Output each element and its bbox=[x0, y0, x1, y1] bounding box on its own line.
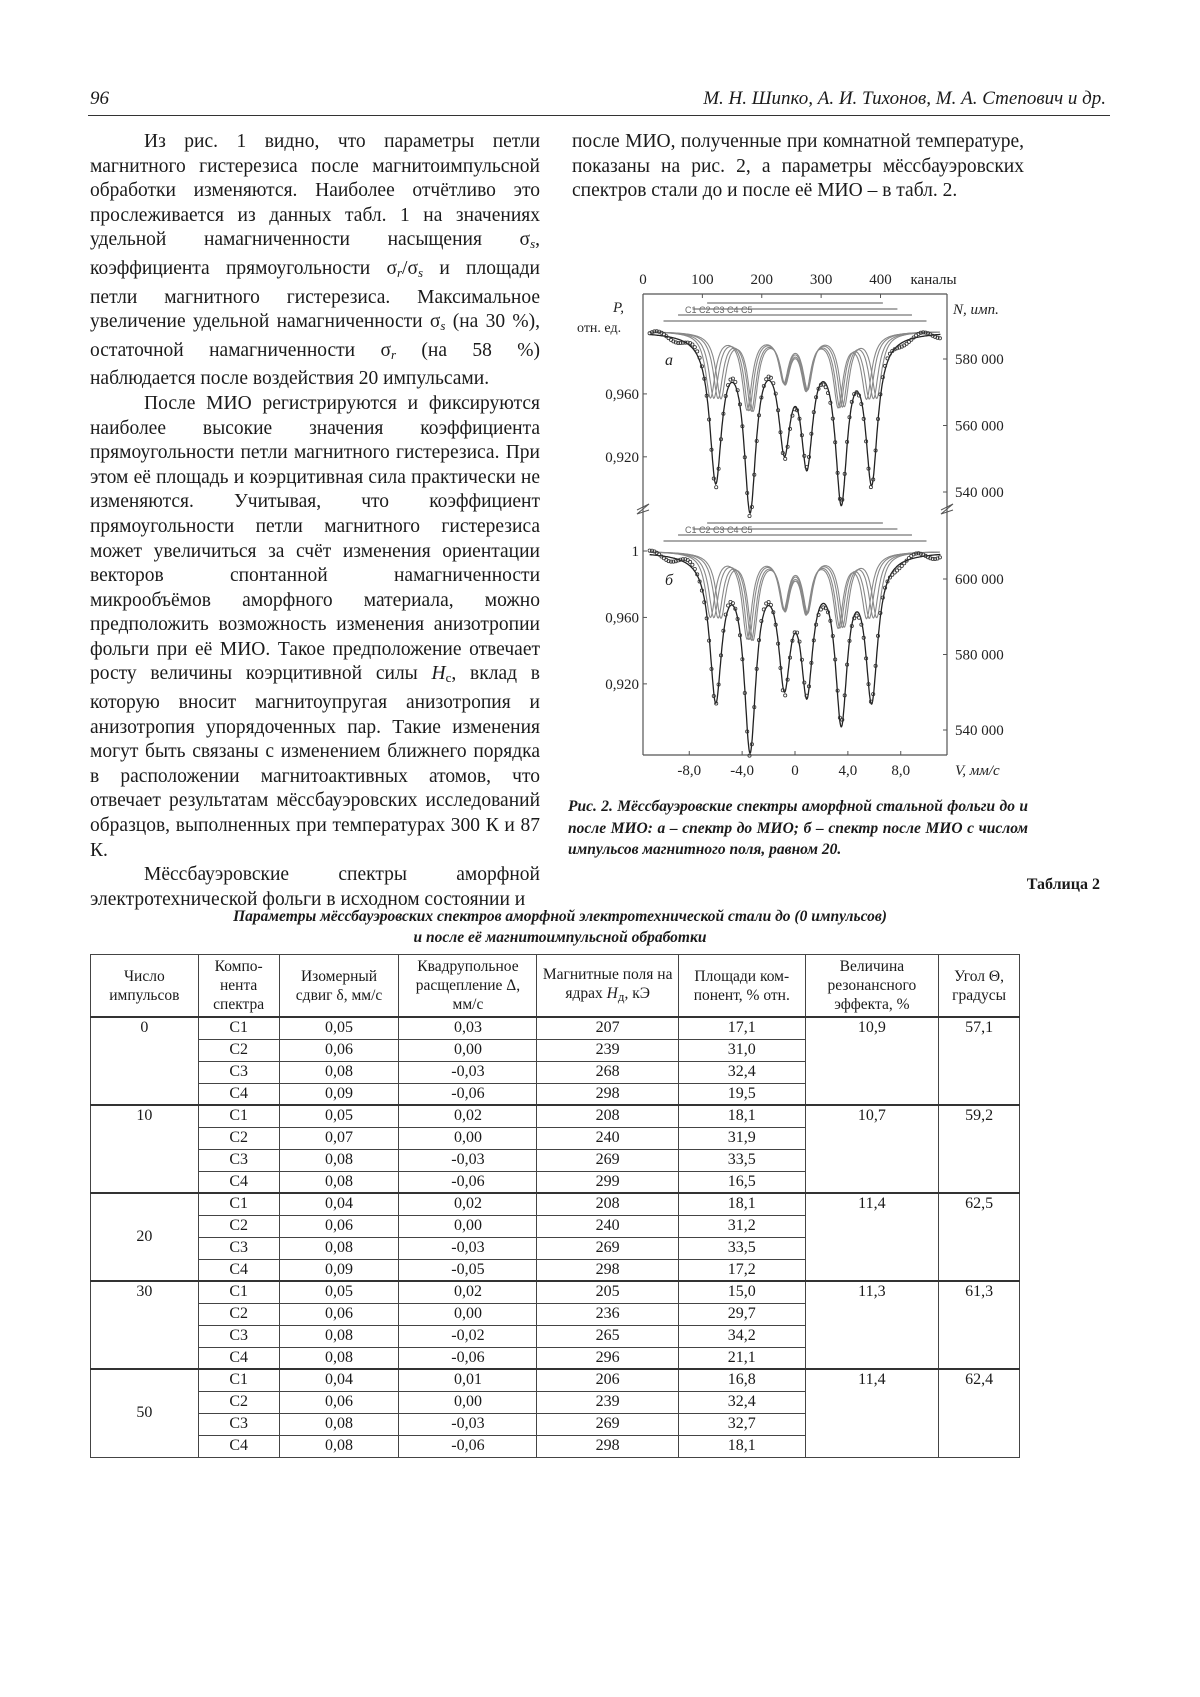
component-labels: C1 C2 C3 C4 C5 bbox=[685, 305, 753, 315]
paragraph-mossbauer-intro: Мёссбауэровские спектры аморфной электротехнической фольги в исходном состоянии и bbox=[90, 864, 540, 910]
cell-area: 32,4 bbox=[678, 1061, 805, 1083]
cell-magnetic-field: 207 bbox=[537, 1017, 679, 1039]
cell-quadrupole: -0,03 bbox=[399, 1149, 537, 1171]
cell-isomer-shift: 0,09 bbox=[279, 1259, 399, 1281]
right-column bbox=[572, 130, 1024, 204]
left-tick-label: 0,960 bbox=[605, 610, 639, 627]
cell-isomer-shift: 0,08 bbox=[279, 1237, 399, 1259]
cell-magnetic-field: 239 bbox=[537, 1391, 679, 1413]
cell-component: C2 bbox=[198, 1391, 279, 1413]
subspectrum-curve bbox=[650, 552, 940, 639]
cell-pulses: 0 bbox=[91, 1017, 199, 1105]
header-area: Площади ком-понент, % отн. bbox=[678, 955, 805, 1018]
cell-isomer-shift: 0,08 bbox=[279, 1061, 399, 1083]
cell-quadrupole: -0,06 bbox=[399, 1083, 537, 1105]
cell-area: 18,1 bbox=[678, 1193, 805, 1215]
cell-quadrupole: -0,03 bbox=[399, 1061, 537, 1083]
table-label: Таблица 2 bbox=[1026, 876, 1100, 893]
cell-component: C2 bbox=[198, 1303, 279, 1325]
top-tick-label: 200 bbox=[750, 272, 773, 288]
cell-component: C4 bbox=[198, 1171, 279, 1193]
cell-pulses: 50 bbox=[91, 1369, 199, 1457]
bottom-axis-title: V, мм/с bbox=[955, 763, 1000, 779]
cell-pulses: 20 bbox=[91, 1193, 199, 1281]
cell-isomer-shift: 0,08 bbox=[279, 1413, 399, 1435]
cell-isomer-shift: 0,06 bbox=[279, 1039, 399, 1061]
cell-isomer-shift: 0,04 bbox=[279, 1369, 399, 1391]
right-axis-title: N, имп. bbox=[953, 302, 999, 318]
top-tick-label: 100 bbox=[691, 272, 714, 288]
cell-component: C1 bbox=[198, 1017, 279, 1039]
cell-area: 17,2 bbox=[678, 1259, 805, 1281]
cell-area: 31,9 bbox=[678, 1127, 805, 1149]
cell-component: C2 bbox=[198, 1127, 279, 1149]
cell-component: C1 bbox=[198, 1369, 279, 1391]
cell-area: 18,1 bbox=[678, 1105, 805, 1127]
figure-mossbauer-spectra bbox=[575, 262, 1030, 782]
cell-quadrupole: -0,06 bbox=[399, 1347, 537, 1369]
cell-quadrupole: -0,03 bbox=[399, 1237, 537, 1259]
cell-magnetic-field: 206 bbox=[537, 1369, 679, 1391]
cell-quadrupole: 0,00 bbox=[399, 1303, 537, 1325]
right-tick-label: 600 000 bbox=[955, 572, 1004, 588]
table-row bbox=[91, 1369, 1020, 1391]
data-point bbox=[727, 604, 730, 607]
cell-isomer-shift: 0,05 bbox=[279, 1105, 399, 1127]
cell-resonance-effect: 11,4 bbox=[805, 1193, 939, 1281]
cell-quadrupole: -0,05 bbox=[399, 1259, 537, 1281]
bottom-tick-label: 0 bbox=[791, 763, 799, 779]
cell-component: C1 bbox=[198, 1105, 279, 1127]
data-point bbox=[689, 560, 692, 563]
table-row bbox=[91, 1017, 1020, 1039]
cell-magnetic-field: 298 bbox=[537, 1435, 679, 1457]
cell-magnetic-field: 269 bbox=[537, 1149, 679, 1171]
cell-isomer-shift: 0,08 bbox=[279, 1435, 399, 1457]
data-point bbox=[784, 694, 787, 697]
cell-isomer-shift: 0,06 bbox=[279, 1303, 399, 1325]
cell-component: C1 bbox=[198, 1281, 279, 1303]
cell-magnetic-field: 268 bbox=[537, 1061, 679, 1083]
cell-component: C1 bbox=[198, 1193, 279, 1215]
cell-isomer-shift: 0,05 bbox=[279, 1017, 399, 1039]
cell-component: C4 bbox=[198, 1083, 279, 1105]
cell-resonance-effect: 10,7 bbox=[805, 1105, 939, 1193]
table-body bbox=[91, 1017, 1020, 1457]
cell-pulses: 10 bbox=[91, 1105, 199, 1193]
subspectrum-curve bbox=[650, 552, 940, 640]
bottom-tick-label: -4,0 bbox=[730, 763, 755, 779]
data-point bbox=[748, 514, 751, 517]
fit-envelope-curve bbox=[650, 555, 941, 754]
bottom-tick-label: 8,0 bbox=[891, 763, 911, 779]
cell-component: C4 bbox=[198, 1435, 279, 1457]
cell-component: C4 bbox=[198, 1259, 279, 1281]
header-magnetic-field: Магнитные поля на ядрах $H_д$, кЭ bbox=[537, 955, 679, 1018]
cell-isomer-shift: 0,08 bbox=[279, 1325, 399, 1347]
cell-quadrupole: 0,00 bbox=[399, 1127, 537, 1149]
panel-label: б bbox=[665, 572, 674, 589]
cell-quadrupole: 0,00 bbox=[399, 1039, 537, 1061]
cell-component: C3 bbox=[198, 1325, 279, 1347]
panel-label: а bbox=[665, 352, 673, 369]
cell-quadrupole: -0,06 bbox=[399, 1435, 537, 1457]
cell-area: 34,2 bbox=[678, 1325, 805, 1347]
data-point bbox=[693, 346, 696, 349]
cell-magnetic-field: 269 bbox=[537, 1413, 679, 1435]
right-tick-label: 540 000 bbox=[955, 485, 1004, 501]
table-row bbox=[91, 1193, 1020, 1215]
mossbauer-chart bbox=[575, 262, 1030, 782]
cell-quadrupole: 0,01 bbox=[399, 1369, 537, 1391]
page-number: 96 bbox=[90, 88, 109, 109]
cell-area: 33,5 bbox=[678, 1149, 805, 1171]
cell-component: C3 bbox=[198, 1237, 279, 1259]
top-tick-label: 400 bbox=[869, 272, 892, 288]
cell-area: 16,8 bbox=[678, 1369, 805, 1391]
component-labels: C1 C2 C3 C4 C5 bbox=[685, 525, 753, 535]
cell-magnetic-field: 208 bbox=[537, 1193, 679, 1215]
cell-area: 18,1 bbox=[678, 1435, 805, 1457]
data-point bbox=[691, 563, 694, 566]
cell-isomer-shift: 0,05 bbox=[279, 1281, 399, 1303]
cell-resonance-effect: 11,3 bbox=[805, 1281, 939, 1369]
cell-magnetic-field: 265 bbox=[537, 1325, 679, 1347]
right-tick-label: 580 000 bbox=[955, 352, 1004, 368]
subspectrum-curve bbox=[650, 552, 940, 640]
bottom-tick-label: -8,0 bbox=[677, 763, 702, 779]
mossbauer-parameters-table bbox=[90, 954, 1020, 1458]
cell-isomer-shift: 0,08 bbox=[279, 1171, 399, 1193]
cell-area: 31,2 bbox=[678, 1215, 805, 1237]
cell-quadrupole: -0,03 bbox=[399, 1413, 537, 1435]
cell-magnetic-field: 298 bbox=[537, 1259, 679, 1281]
cell-magnetic-field: 240 bbox=[537, 1127, 679, 1149]
table-title: Параметры мёссбауэровских спектров аморфной электротехнической стали до (0 импульсов) и после её магнитоимпульсной обработки bbox=[233, 908, 887, 946]
cell-quadrupole: -0,02 bbox=[399, 1325, 537, 1347]
cell-resonance-effect: 10,9 bbox=[805, 1017, 939, 1105]
figure-caption: Рис. 2. Мёссбауэровские спектры аморфной стальной фольги до и после МИО: а – спектр до МИО; б – спектр после МИО с числом импульсов магнитного поля, равном 20. bbox=[568, 798, 1028, 858]
left-tick-label: 0,920 bbox=[605, 449, 639, 466]
cell-angle: 57,1 bbox=[939, 1017, 1020, 1105]
cell-component: C3 bbox=[198, 1149, 279, 1171]
cell-isomer-shift: 0,06 bbox=[279, 1215, 399, 1237]
cell-quadrupole: 0,00 bbox=[399, 1215, 537, 1237]
cell-quadrupole: 0,02 bbox=[399, 1105, 537, 1127]
cell-area: 31,0 bbox=[678, 1039, 805, 1061]
cell-angle: 59,2 bbox=[939, 1105, 1020, 1193]
cell-isomer-shift: 0,08 bbox=[279, 1149, 399, 1171]
top-tick-label: 300 bbox=[809, 272, 833, 288]
header-quadrupole: Квадрупольное расщепление Δ, мм/с bbox=[399, 955, 537, 1018]
cell-isomer-shift: 0,06 bbox=[279, 1391, 399, 1413]
data-point bbox=[784, 457, 787, 460]
data-point bbox=[734, 380, 737, 383]
cell-pulses: 30 bbox=[91, 1281, 199, 1369]
paragraph-hysteresis: Из рис. 1 видно, что параметры петли магнитного гистерезиса после магнитоимпульсной обработки изменяются. Наиболее отчётливо это прослеживается из данных табл. 1 на значениях удельной намагниченности насыщения $\sigma_s$, коэффициента прямоугольности $\sigma_r/\sigma_s$ и площади петли магнитного гистерезиса. Максимальное увеличение удельной намагниченности $\sigma_s$ (на 30 %), остаточной намагниченности $\sigma_r$ (на 58 %) наблюдается после воздействия 20 импульсами. bbox=[90, 131, 540, 390]
subspectrum-curve bbox=[650, 332, 940, 410]
paragraph-figure-ref: после МИО, полученные при комнатной температуре, показаны на рис. 2, а параметры мёссбауэровских спектров стали до и после её МИО – в табл. 2. bbox=[572, 131, 1024, 202]
left-tick-label: 0,960 bbox=[605, 386, 639, 403]
right-tick-label: 540 000 bbox=[955, 723, 1004, 739]
right-tick-label: 580 000 bbox=[955, 647, 1004, 664]
right-tick-label: 560 000 bbox=[955, 418, 1004, 435]
data-point bbox=[715, 486, 718, 489]
cell-component: C4 bbox=[198, 1347, 279, 1369]
paragraph-anisotropy: После МИО регистрируются и фиксируются наиболее высокие значения коэффициента прямоугольности петли магнитного гистерезиса. При этом её площадь и коэрцитивная сила практически не изменяются. Учитывая, что коэффициент прямоугольности петли магнитного гистерезиса может увеличиться за счёт изменения ориентации векторов спонтанной намагниченности микрообъёмов аморфного материала, можно предположить возможность изменения анизотропии фольги при её МИО. Такое предположение отвечает росту величины коэрцитивной силы $H_c$, вклад в которую вносит магнитоупругая анизотропия и анизотропия упорядоченных пар. Такие изменения могут быть связаны с изменением ближнего порядка в расположении магнитоактивных атомов, что отвечает результатам мёссбауэровских исследований образцов, выполненных при температурах 300 К и 87 К. bbox=[90, 392, 540, 861]
cell-area: 32,4 bbox=[678, 1391, 805, 1413]
bottom-tick-label: 4,0 bbox=[838, 763, 858, 779]
cell-quadrupole: 0,03 bbox=[399, 1017, 537, 1039]
header-angle: Угол Θ, градусы bbox=[939, 955, 1020, 1018]
cell-isomer-shift: 0,07 bbox=[279, 1127, 399, 1149]
cell-component: C3 bbox=[198, 1061, 279, 1083]
left-tick-label: 0,920 bbox=[605, 676, 639, 693]
cell-magnetic-field: 298 bbox=[537, 1083, 679, 1105]
running-head-authors: М. Н. Шипко, А. И. Тихонов, М. А. Степович и др. bbox=[703, 88, 1106, 109]
left-axis-unit: отн. ед. bbox=[577, 321, 622, 336]
left-tick-label: 1 bbox=[631, 544, 639, 560]
cell-angle: 62,4 bbox=[939, 1369, 1020, 1457]
cell-area: 16,5 bbox=[678, 1171, 805, 1193]
left-column bbox=[90, 130, 540, 912]
cell-isomer-shift: 0,04 bbox=[279, 1193, 399, 1215]
table-row bbox=[91, 1281, 1020, 1303]
cell-magnetic-field: 239 bbox=[537, 1039, 679, 1061]
cell-magnetic-field: 269 bbox=[537, 1237, 679, 1259]
header-pulses: Число импульсов bbox=[91, 955, 199, 1018]
data-point bbox=[765, 378, 768, 381]
subspectrum-curve bbox=[650, 552, 940, 639]
fit-envelope-curve bbox=[650, 334, 941, 513]
cell-magnetic-field: 205 bbox=[537, 1281, 679, 1303]
top-tick-label: 0 bbox=[639, 272, 647, 288]
cell-area: 32,7 bbox=[678, 1413, 805, 1435]
header-component: Компо-нента спектра bbox=[198, 955, 279, 1018]
cell-area: 15,0 bbox=[678, 1281, 805, 1303]
cell-area: 21,1 bbox=[678, 1347, 805, 1369]
cell-area: 17,1 bbox=[678, 1017, 805, 1039]
table-header-row bbox=[91, 955, 1020, 1018]
cell-area: 29,7 bbox=[678, 1303, 805, 1325]
cell-quadrupole: 0,02 bbox=[399, 1281, 537, 1303]
header-resonance-effect: Величина резонансного эффекта, % bbox=[805, 955, 939, 1018]
cell-component: C3 bbox=[198, 1413, 279, 1435]
cell-magnetic-field: 240 bbox=[537, 1215, 679, 1237]
header-isomer-shift: Изомерный сдвиг δ, мм/с bbox=[279, 955, 399, 1018]
cell-quadrupole: 0,02 bbox=[399, 1193, 537, 1215]
cell-magnetic-field: 296 bbox=[537, 1347, 679, 1369]
cell-component: C2 bbox=[198, 1215, 279, 1237]
top-axis-title: каналы bbox=[910, 272, 957, 288]
cell-quadrupole: -0,06 bbox=[399, 1171, 537, 1193]
cell-angle: 62,5 bbox=[939, 1193, 1020, 1281]
cell-magnetic-field: 299 bbox=[537, 1171, 679, 1193]
subspectrum-curve bbox=[650, 332, 940, 411]
cell-isomer-shift: 0,08 bbox=[279, 1347, 399, 1369]
cell-magnetic-field: 208 bbox=[537, 1105, 679, 1127]
table-row bbox=[91, 1105, 1020, 1127]
cell-isomer-shift: 0,09 bbox=[279, 1083, 399, 1105]
cell-area: 33,5 bbox=[678, 1237, 805, 1259]
subspectrum-curve bbox=[650, 332, 940, 411]
cell-area: 19,5 bbox=[678, 1083, 805, 1105]
subspectrum-curve bbox=[650, 332, 940, 411]
cell-component: C2 bbox=[198, 1039, 279, 1061]
cell-resonance-effect: 11,4 bbox=[805, 1369, 939, 1457]
cell-quadrupole: 0,00 bbox=[399, 1391, 537, 1413]
running-head bbox=[88, 86, 1110, 116]
left-axis-title: P, bbox=[613, 300, 624, 316]
cell-angle: 61,3 bbox=[939, 1281, 1020, 1369]
data-point bbox=[696, 350, 699, 353]
cell-magnetic-field: 236 bbox=[537, 1303, 679, 1325]
